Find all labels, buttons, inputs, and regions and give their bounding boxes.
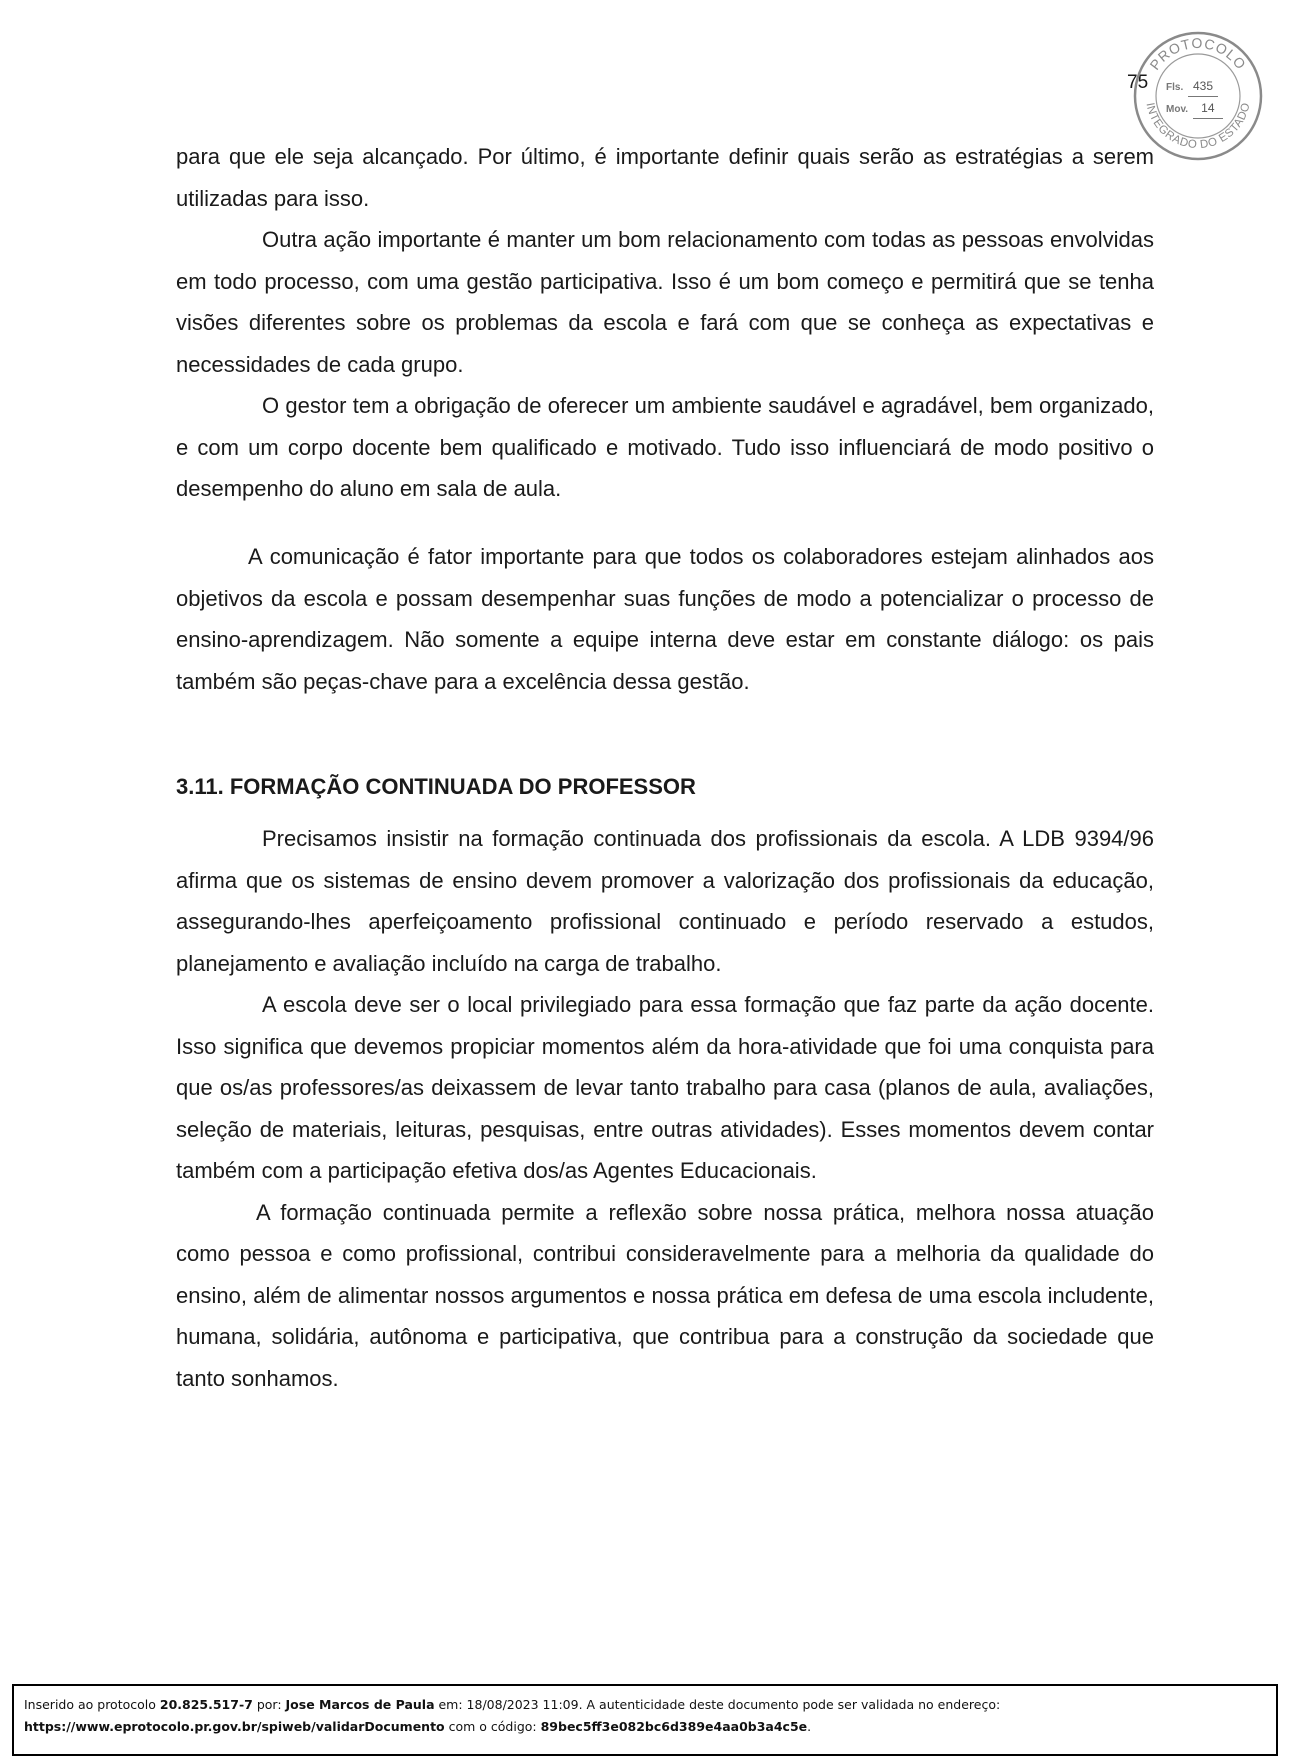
protocol-footer [12,1684,1278,1756]
paragraph-communication: A comunicação é fator importante para que todos os colaboradores estejam alinhados aos objetivos da escola e possam desempenhar suas funções de modo a potencializar o processo de ensino-aprendizagem. Não somente a equipe interna deve estar em constante diálogo: os pais também são peças-chave para a excelência dessa gestão. [176,544,1154,694]
paragraph-relationship: Outra ação importante é manter um bom relacionamento com todas as pessoas envolvidas em todo processo, com uma gestão participativa. Isso é um bom começo e permitirá que se tenha visões diferentes sobre os problemas da escola e fará com que se conheça as expectativas e necessidades de cada grupo. [176,227,1154,377]
footer-text-5: . [807,1719,812,1734]
footer-validation-url[interactable]: https://www.eprotocolo.pr.gov.br/spiweb/validarDocumento [24,1719,445,1734]
footer-text-1: Inserido ao protocolo [24,1697,160,1712]
text-block-top [176,136,1154,510]
paragraph-continuation: para que ele seja alcançado. Por último, é importante definir quais serão as estratégias a serem utilizadas para isso. [176,144,1154,211]
page-number: 75 [1127,72,1149,93]
stamp-mov-label: Mov. [1166,104,1189,115]
footer-text-2: por: [252,1697,286,1712]
stamp-fields [1166,76,1223,120]
footer-author: Jose Marcos de Paula [285,1697,435,1712]
section-heading: 3.11. FORMAÇÃO CONTINUADA DO PROFESSOR [176,774,696,799]
footer-validation-code: 89bec5ff3e082bc6d389e4aa0b3a4c5e [540,1719,808,1734]
stamp-mov-value: 14 [1193,98,1223,119]
paragraph-continued-training: Precisamos insistir na formação continuada dos profissionais da escola. A LDB 9394/96 afirma que os sistemas de ensino devem promover a valorização dos profissionais da educação, assegurando-lhes aperfeiçoamento profissional continuado e período reservado a estudos, planejamento e avaliação incluído na carga de trabalho. [176,826,1154,976]
text-block-section [176,818,1154,1399]
footer-text-4: com o código: [444,1719,541,1734]
footer-protocol-number: 20.825.517-7 [159,1697,253,1712]
stamp-arc-bottom: INTEGRADO DO ESTADO [1143,101,1253,152]
paragraph-school-local: A escola deve ser o local privilegiado para essa formação que faz parte da ação docente. Isso significa que devemos propiciar momentos além da hora-atividade que foi uma conquista para que os/as professores/as deixassem de levar tanto trabalho para casa (planos de aula, avaliações, seleção de materiais, leituras, pesquisas, entre outras atividades). Esses momentos devem contar também com a participação efetiva dos/as Agentes Educacionais. [176,992,1154,1183]
paragraph-reflection: A formação continuada permite a reflexão sobre nossa prática, melhora nossa atuação como pessoa e como profissional, contribui consideravelmente para a melhoria da qualidade do ensino, além de alimentar nossos argumentos e nossa prática em defesa de uma escola includente, humana, solidária, autônoma e participativa, que contribua para a construção da sociedade que tanto sonhamos. [176,1199,1154,1391]
stamp-fls-value: 435 [1188,76,1218,97]
footer-text-3: em: 18/08/2023 11:09. A autenticidade deste documento pode ser validada no endereço: [434,1697,1001,1712]
stamp-arc-top: PROTOCOLO [1146,34,1250,73]
stamp-fls-label: Fls. [1166,82,1184,93]
paragraph-manager-obligation: O gestor tem a obrigação de oferecer um ambiente saudável e agradável, bem organizado, e com um corpo docente bem qualificado e motivado. Tudo isso influenciará de modo positivo o desempenho do aluno em sala de aula. [176,393,1154,501]
text-block-communication [176,536,1154,702]
